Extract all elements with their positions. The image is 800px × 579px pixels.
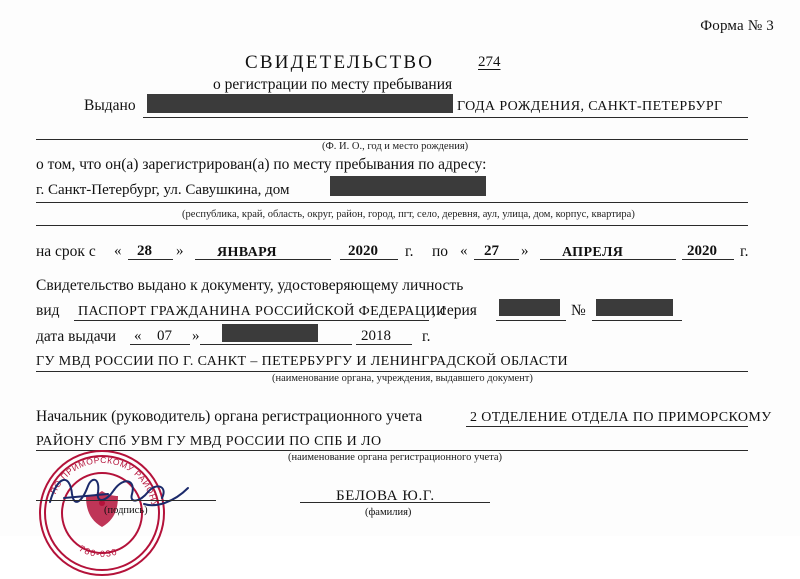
chief-office-rule-1 — [466, 426, 748, 427]
redacted-issue-month-block — [222, 324, 318, 342]
term-day-from: 28 — [137, 243, 152, 259]
address-rule-2 — [36, 225, 748, 226]
address-value: г. Санкт-Петербург, ул. Савушкина, дом — [36, 182, 290, 198]
svg-text:780-030: 780-030 — [77, 543, 119, 560]
identity-number-rule — [592, 320, 682, 321]
issue-quote-close: » — [192, 328, 200, 344]
redacted-address-block — [330, 176, 486, 196]
page-subtitle: о регистрации по месту пребывания — [213, 76, 453, 93]
svg-text:ПО ПРИМОРСКОМУ РАЙОНУ: ПО ПРИМОРСКОМУ РАЙОНУ — [48, 454, 160, 508]
issued-to-label: Выдано — [84, 97, 136, 114]
issue-year-rule — [356, 344, 412, 345]
term-year-to-rule — [682, 259, 734, 260]
page-title: СВИДЕТЕЛЬСТВО — [245, 52, 435, 73]
family-name-rule — [300, 502, 490, 503]
term-day-to: 27 — [484, 243, 499, 259]
chief-office-line1: 2 ОТДЕЛЕНИЕ ОТДЕЛА ПО ПРИМОРСКОМУ — [470, 410, 772, 425]
term-to-label: по — [432, 243, 449, 260]
certificate-number: 274 — [478, 54, 501, 70]
term-prefix: на срок с — [36, 243, 96, 260]
issued-to-rule — [143, 117, 748, 118]
term-quote-open-from: « — [114, 243, 122, 259]
term-g-to: г. — [740, 243, 749, 260]
chief-family-name: БЕЛОВА Ю.Г. — [336, 488, 435, 504]
term-month-from-rule — [195, 259, 331, 260]
issue-g: г. — [422, 328, 431, 345]
issue-date-label: дата выдачи — [36, 328, 117, 345]
registration-statement: о том, что он(а) зарегистрирован(а) по месту пребывания по адресу: — [36, 156, 487, 173]
issue-year: 2018 — [361, 328, 391, 344]
identity-type-value: ПАСПОРТ ГРАЖДАНИНА РОССИЙСКОЙ ФЕДЕРАЦИИ — [78, 304, 447, 319]
issuing-authority-caption: (наименование органа, учреждения, выдавшего документ) — [272, 373, 533, 384]
term-day-from-rule — [128, 259, 173, 260]
identity-number-label: № — [571, 302, 586, 319]
term-year-to: 2020 — [687, 243, 717, 259]
term-month-to-rule — [540, 259, 676, 260]
identity-series-rule — [496, 320, 566, 321]
identity-type-rule — [74, 320, 429, 321]
chief-label: Начальник (руководитель) органа регистрационного учета — [36, 408, 423, 425]
signature-rule — [36, 500, 216, 501]
address-rule — [36, 202, 748, 203]
chief-office-caption: (наименование органа регистрационного учета) — [288, 452, 503, 463]
term-g-from: г. — [405, 243, 414, 260]
issuing-authority-rule — [36, 371, 748, 372]
form-number: Форма № 3 — [700, 18, 774, 34]
issue-day: 07 — [157, 328, 172, 344]
identity-series-label: , серия — [432, 302, 477, 319]
chief-office-line2: РАЙОНУ СПб УВМ ГУ МВД РОССИИ ПО СПБ И ЛО — [36, 434, 382, 449]
address-caption: (республика, край, область, округ, район, город, пгт, село, деревня, аул, улица, дом, корпус, квартира) — [182, 209, 635, 220]
redacted-name-block — [147, 94, 453, 113]
issue-day-rule — [130, 344, 190, 345]
signature-caption: (подпись) — [104, 505, 148, 516]
identity-heading: Свидетельство выдано к документу, удостоверяющему личность — [36, 277, 464, 294]
term-quote-close-to: » — [521, 243, 529, 259]
term-year-from: 2020 — [348, 243, 378, 259]
redacted-series-block — [499, 299, 560, 316]
term-month-to: АПРЕЛЯ — [562, 245, 624, 260]
issuing-authority: ГУ МВД РОССИИ ПО Г. САНКТ – ПЕТЕРБУРГУ И ЛЕНИНГРАДСКОЙ ОБЛАСТИ — [36, 354, 569, 369]
term-quote-close-from: » — [176, 243, 184, 259]
redacted-number-block — [596, 299, 673, 316]
identity-type-label: вид — [36, 302, 60, 319]
term-year-from-rule — [340, 259, 398, 260]
fio-caption: (Ф. И. О., год и место рождения) — [322, 141, 469, 152]
issue-month-rule — [200, 344, 352, 345]
term-quote-open-to: « — [460, 243, 468, 259]
fio-rule — [36, 139, 748, 140]
term-month-from: ЯНВАРЯ — [217, 245, 277, 260]
issued-to-tail: ГОДА РОЖДЕНИЯ, САНКТ-ПЕТЕРБУРГ — [457, 99, 723, 114]
term-day-to-rule — [474, 259, 519, 260]
issue-quote-open: « — [134, 328, 142, 344]
family-name-caption: (фамилия) — [365, 507, 412, 518]
